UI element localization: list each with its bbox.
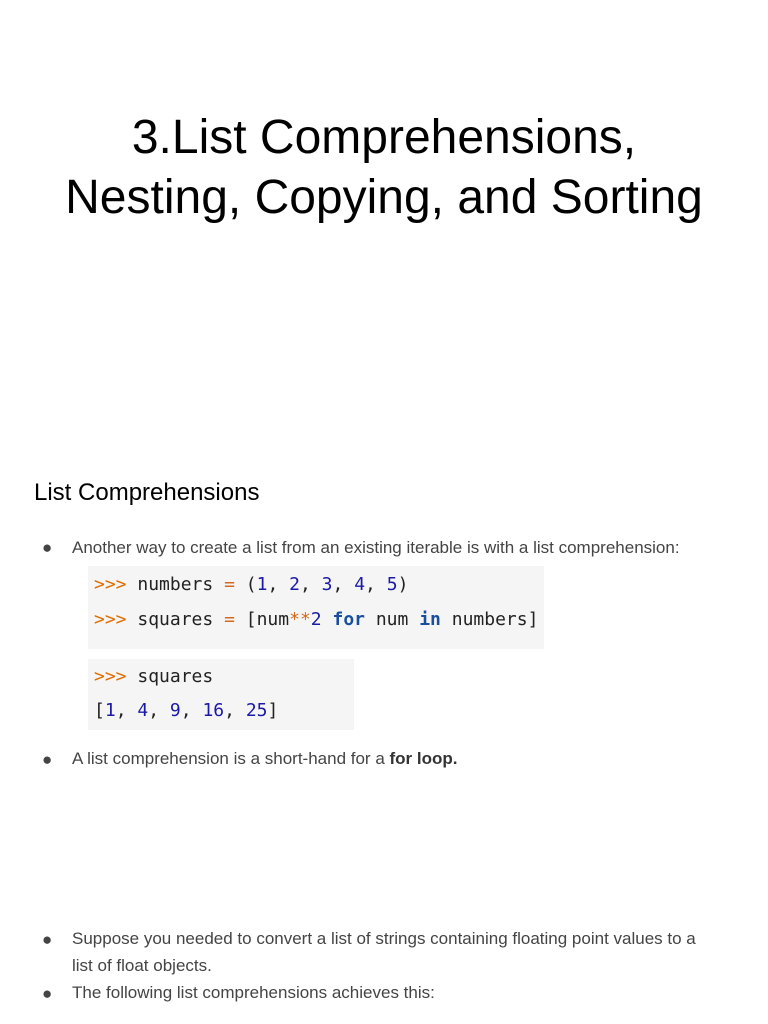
code-keyword: in: [419, 609, 441, 630]
code-operator: **: [289, 609, 311, 630]
code-identifier: num: [375, 609, 409, 630]
section-heading: List Comprehensions: [34, 479, 260, 506]
code-prompt: >>>: [94, 574, 127, 595]
bullet-text-2: [72, 745, 742, 772]
code-identifier: squares: [137, 666, 214, 687]
code-number: 16: [202, 700, 225, 721]
code-operator: =: [224, 574, 235, 595]
code-line-squares: [94, 609, 538, 630]
code-prompt: >>>: [94, 666, 127, 687]
bullet-icon: ●: [42, 984, 53, 1003]
code-identifier: numbers]: [451, 609, 539, 630]
code-number: 2: [289, 574, 300, 595]
slide-title: [0, 108, 768, 228]
code-expression: [num: [245, 609, 290, 630]
code-block-definition: [88, 566, 544, 649]
code-prompt: >>>: [94, 609, 127, 630]
bullet-text-4: The following list comprehensions achieves this:: [72, 983, 435, 1002]
slide-title-line-2: Nesting, Copying, and Sorting: [65, 171, 703, 224]
code-number: 25: [245, 700, 268, 721]
code-number: 1: [104, 700, 116, 721]
code-number: 1: [256, 574, 268, 595]
bullet-text-1: Another way to create a list from an existing iterable is with a list comprehension:: [72, 538, 680, 557]
bullet-text-3: Suppose you needed to convert a list of strings containing floating point values to a list of float objects.: [72, 929, 696, 975]
bullet-icon: ●: [42, 750, 53, 769]
code-line-numbers: >>> numbers = (1, 2, 3, 4, 5): [94, 574, 409, 595]
code-number: 4: [137, 700, 149, 721]
code-operator: =: [224, 609, 235, 630]
code-number: 2: [310, 609, 322, 630]
bullet-text-2-bold: for loop.: [389, 749, 458, 768]
code-block-output: [88, 659, 354, 730]
code-number: 4: [354, 574, 366, 595]
code-line-result: [1, 4, 9, 16, 25]: [94, 700, 279, 721]
code-number: 9: [169, 700, 181, 721]
code-number: 5: [386, 574, 398, 595]
bullet-icon: ●: [42, 538, 53, 557]
code-identifier: squares: [137, 609, 214, 630]
slide-title-line-1: 3.List Comprehensions,: [131, 111, 637, 164]
code-line-expression: [94, 666, 213, 687]
bullet-icon: ●: [42, 930, 53, 949]
code-number: 3: [321, 574, 333, 595]
code-identifier: numbers: [137, 574, 214, 595]
code-keyword: for: [332, 609, 365, 630]
bullet-text-2-plain: A list comprehension is a short-hand for a: [72, 749, 390, 768]
